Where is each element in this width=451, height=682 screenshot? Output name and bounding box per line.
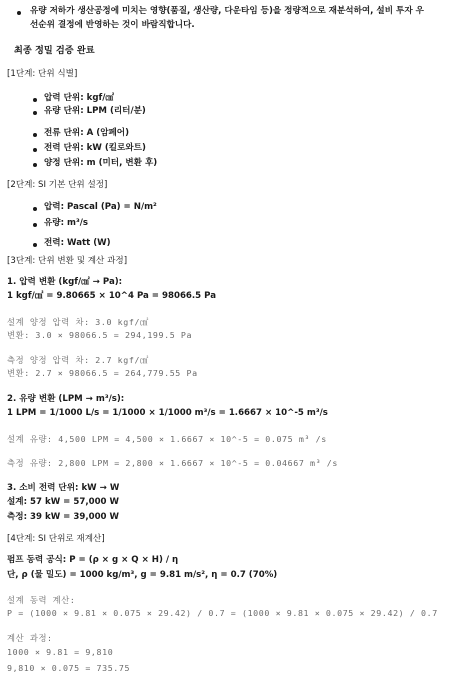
step2-item: 유량: m³/s — [44, 218, 89, 228]
bullet-icon — [33, 243, 37, 247]
pressure-measured-calc: 변환: 2.7 × 98066.5 = 264,779.55 Pa — [7, 368, 198, 378]
process-line-1: 1000 × 9.81 = 9,810 — [7, 647, 114, 657]
step2-item: 압력: Pascal (Pa) = N/m² — [44, 202, 157, 212]
step1-item: 유량 단위: LPM (리터/분) — [44, 106, 146, 116]
bullet-icon — [33, 148, 37, 152]
bullet-icon — [33, 207, 37, 211]
bullet-icon — [33, 223, 37, 227]
step1-item: 전류 단위: A (암페어) — [44, 128, 130, 138]
power-design: 설계: 57 kW = 57,000 W — [7, 497, 119, 507]
intro-line-2: 선순위 결정에 반영하는 것이 바람직합니다. — [30, 20, 195, 30]
pressure-design-calc: 변환: 3.0 × 98066.5 = 294,199.5 Pa — [7, 330, 193, 340]
step4-title: [4단계: SI 단위로 재계산] — [7, 534, 105, 544]
pressure-heading: 1. 압력 변환 (kgf/㎠ → Pa): — [7, 277, 123, 287]
step1-item: 양정 단위: m (미터, 변환 후) — [44, 158, 158, 168]
step2-title: [2단계: SI 기본 단위 설정] — [7, 180, 108, 190]
design-power-label: 설계 동력 계산: — [7, 595, 76, 605]
step1-title: [1단계: 단위 식별] — [7, 69, 78, 79]
pump-constants: 단, ρ (물 밀도) = 1000 kg/m³, g = 9.81 m/s², η = 0.7 (70%) — [7, 570, 278, 580]
power-measured: 측정: 39 kW = 39,000 W — [7, 512, 119, 522]
process-line-2: 9,810 × 0.075 = 735.75 — [7, 663, 131, 673]
bullet-icon — [33, 111, 37, 115]
flow-design: 설계 유량: 4,500 LPM = 4,500 × 1.6667 × 10^-5 = 0.075 m³ /s — [7, 434, 327, 444]
flow-measured: 측정 유량: 2,800 LPM = 2,800 × 1.6667 × 10^-5 = 0.04667 m³ /s — [7, 458, 339, 468]
step1-item: 전력 단위: kW (킬로와트) — [44, 143, 146, 153]
flow-heading: 2. 유량 변환 (LPM → m³/s): — [7, 394, 125, 404]
design-power-calc: P = (1000 × 9.81 × 0.075 × 29.42) / 0.7 = (1000 × 9.81 × 0.075 × 29.42) / 0.7 — [7, 608, 438, 618]
step3-title: [3단계: 단위 변환 및 계산 과정] — [7, 256, 128, 266]
bullet-icon — [33, 98, 37, 102]
step1-item: 압력 단위: kgf/㎠ — [44, 93, 114, 103]
bullet-icon — [17, 11, 21, 15]
bullet-icon — [33, 133, 37, 137]
pressure-design-label: 설계 양정 압력 차: 3.0 kgf/㎠ — [7, 317, 149, 327]
step2-item: 전력: Watt (W) — [44, 238, 111, 248]
section-title: 최종 정밀 검증 완료 — [14, 45, 95, 56]
power-heading: 3. 소비 전력 단위: kW → W — [7, 483, 120, 493]
pump-formula: 펌프 동력 공식: P = (ρ × g × Q × H) / η — [7, 555, 179, 565]
process-label: 계산 과정: — [7, 633, 53, 643]
pressure-measured-label: 측정 양정 압력 차: 2.7 kgf/㎠ — [7, 355, 149, 365]
intro-line-1: 유량 저하가 생산공정에 미치는 영향(품질, 생산량, 다운타임 등)을 정량적으로 재분석하여, 설비 투자 우 — [30, 6, 424, 16]
pressure-formula: 1 kgf/㎠ = 9.80665 × 10^4 Pa = 98066.5 Pa — [7, 291, 217, 301]
flow-formula: 1 LPM = 1/1000 L/s = 1/1000 × 1/1000 m³/s = 1.6667 × 10^-5 m³/s — [7, 408, 328, 418]
bullet-icon — [33, 163, 37, 167]
